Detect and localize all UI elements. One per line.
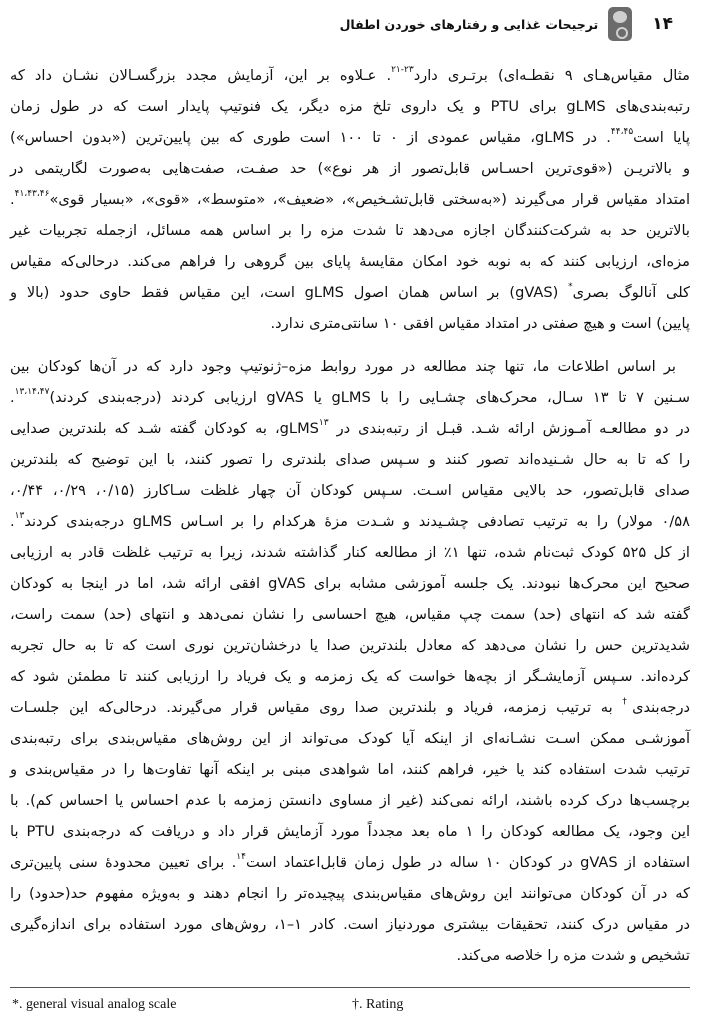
text-line [10, 351, 690, 382]
text-segment: صحیح این محرک‌ها نبودند. یک جلسه آموزشی مشابه برای gVAS افقی ارائه شد، اما در اینجا به کودکان [10, 575, 690, 592]
text-line [10, 308, 690, 339]
citation-superscript: ۱۳ [14, 511, 25, 521]
text-segment: بر اساس اطلاعات ما، تنها چند مطالعه در مورد روابط مزه–ژنوتیپ وجود دارد که در آن‌ها کودکان بین [10, 358, 676, 375]
text-segment: سـنین ۷ تا ۱۳ سـال، محرک‌های چشـایی را با gLMS یا gVAS ارزیابی کردند (درجه‌بندی کردند) [49, 389, 690, 406]
text-line [10, 277, 690, 308]
footnote-divider [10, 987, 690, 988]
text-line [10, 506, 690, 537]
text-segment: درجه‌بندی [632, 699, 691, 716]
paragraph [10, 60, 690, 339]
citation-superscript: ۱۳ [318, 418, 329, 428]
text-line [10, 754, 690, 785]
citation-superscript: † [617, 697, 633, 707]
footnote-dagger: †. Rating [352, 997, 404, 1012]
text-line [10, 909, 690, 940]
text-segment: از کل ۵۲۵ کودک ثبت‌نام شده، تنها ۱٪ از مطالعه کنار گذاشته شدند، زیرا به ترتیب غلظت قادر به ارزیابی [10, 544, 690, 561]
text-line [10, 382, 690, 413]
text-segment: . در gLMS، مقیاس عمودی از ۰ تا ۱۰۰ است طوری که بین پایین‌ترین («بدون احساس») [10, 129, 611, 146]
text-segment: در دو مطالعـه آمـوزش ارائه شـد. قبـل از رتبه‌بندی در gLMS [279, 420, 690, 437]
text-line [10, 537, 690, 568]
text-segment: به ترتیب زمزمه، فریاد و بلندترین صدا روی مقیاس قرار می‌گیرند. درحالی‌که این جلسـات [10, 699, 618, 716]
text-segment: استفاده از gVAS در کودکان ۱۰ ساله در طول زمان قابل‌اعتماد است [245, 854, 691, 871]
text-line [10, 184, 690, 215]
text-line [10, 475, 690, 506]
text-segment: شدیدترین حس را نشان می‌دهد که معادل بلندترین صدا یا درخشان‌ترین نوری است که تا به حال تجربه [10, 637, 690, 654]
page-header [340, 6, 673, 42]
text-segment: کرده‌اند. سـپس آزمایشـگر از بچه‌ها خواست که یک زمزمه و یک فریاد را ارزیابی کنند تا مطمئن شود که [10, 668, 690, 685]
citation-superscript: ۲۳-۲۱ [391, 65, 414, 75]
text-line [10, 785, 690, 816]
text-segment: در مقیاس درک کنند، تحقیقات بیشتری موردنیاز است. کادر ۱–۱، روش‌های مورد استفاده برای اندازه‌گیری [10, 916, 691, 933]
text-segment: و بالاتریـن («قوی‌ترین احسـاس قابل‌تصور از هر نوع») حد صفـت، صفت‌هایی به‌صورت لگاریتمی در [10, 160, 690, 177]
text-line [10, 215, 690, 246]
page-number: ۱۴ [652, 14, 673, 34]
text-segment: امتداد مقیاس قرار می‌گیرند («به‌سختی قابل‌تشـخیص»، «ضعیف»، «متوسط»، «قوی»، «بسیار قوی» [49, 191, 690, 208]
text-segment: تشخیص و شدت مزه را خلاصه می‌کند. [456, 947, 690, 964]
text-segment: مثال مقیاس‌هـای ۹ نقطـه‌ای) برتـری دارد [413, 67, 690, 84]
text-line [10, 723, 690, 754]
book-device-icon [608, 7, 632, 41]
text-segment: ترتیب شدت استفاده کند یا خیر، فراهم کنند، اما شواهدی مبنی بر اینکه آنها تفاوت‌ها را در مقیاس‌بندی و [10, 761, 690, 778]
text-line [10, 692, 690, 723]
text-segment: گفته شد که انتهای (حد) سمت چپ مقیاس، هیچ احساسی را نشان نمی‌دهد و انتهای (حد) سمت راست، [10, 606, 690, 623]
text-line [10, 153, 690, 184]
text-segment: صدای قابل‌تصور، حد بالایی مقیاس اسـت. سـپس کودکان آن چهار غلظت سـاکارز (۰/۱۵، ۰/۲۹، ۰/۴۴، [10, 482, 690, 499]
text-line [10, 630, 690, 661]
citation-superscript: ۱۳،۱۴،۴۷ [14, 387, 50, 397]
text-segment: را که تا به حال شـنیده‌اند تصور کنند و سـپس صدای بلندتری را تصور کنند، با این توضیح که بلندترین [10, 451, 690, 468]
text-line [10, 60, 690, 91]
text-segment: ، به کودکان گفته شـد که بلندترین صدایی [10, 420, 280, 437]
text-line [10, 599, 690, 630]
text-line [10, 878, 690, 909]
text-segment: . [10, 191, 15, 208]
text-segment: بالاترین حد به شرکت‌کنندگان اجازه می‌دهد تا شدت مزه را بر اساس همه مسائل، ازجمله تجربیات غیر [10, 222, 690, 239]
text-line [10, 246, 690, 277]
text-line [10, 661, 690, 692]
text-segment: پایا است [633, 129, 691, 146]
text-segment: (gVAS) بر اساس همان اصول gLMS است، این مقیاس فقط حاوی حدود (بالا و [10, 284, 569, 301]
text-segment: کلی آنالوگ بصری [572, 284, 690, 301]
text-segment: . عـلاوه بر این، آزمایش مجدد بزرگسـالان نشـان داد که [10, 67, 392, 84]
citation-superscript: ۴۴،۴۵ [610, 127, 634, 137]
text-line [10, 568, 690, 599]
paragraph [10, 351, 690, 971]
citation-superscript: ۱۴ [236, 852, 246, 862]
text-line [10, 816, 690, 847]
text-line [10, 847, 690, 878]
text-segment: آموزشـی ممکن اسـت نشـانه‌ای از اینکه آیا کودک می‌تواند از این روش‌های مقیاس‌بندی برای رتبه‌بندی [10, 730, 690, 747]
text-segment: پایین) است و هیچ صفتی در امتداد مقیاس افقی ۱۰ سانتی‌متری ندارد. [270, 315, 690, 332]
text-segment: رتبه‌بندی‌های gLMS برای PTU و یک داروی تلخ مزه دیگر، یک فنوتیپ پایدار است که در طول زمان [10, 98, 691, 115]
text-segment: . برای تعیین محدودهٔ سنی پایین‌تری [10, 854, 237, 871]
body-text [10, 60, 690, 971]
citation-superscript: ۴۱،۴۳،۴۶ [14, 189, 50, 199]
text-line [10, 122, 690, 153]
text-line [10, 91, 690, 122]
text-segment: مزه‌ای، ارزیابی کنند که به نوبه خود امکان مقایسهٔ پایای بین گروهی را فراهم می‌کند. درحالی‌که مقیاس [10, 253, 690, 270]
text-segment: این وجود، یک مطالعه کودکان را ۱ ماه بعد مجدداً مورد آزمایش قرار داد و دریافت که درجه‌بندی PTU با [10, 823, 691, 840]
citation-superscript: * [568, 282, 573, 292]
text-segment: . [10, 513, 15, 530]
text-segment: که در آن کودکان می‌توانند این روش‌های مقیاس‌بندی پیچیده‌تر را انجام دهند و به‌ویژه مفهوم حد(حدود) را [10, 885, 690, 902]
text-line [10, 444, 690, 475]
text-segment: . [10, 389, 15, 406]
text-line [10, 940, 690, 971]
footnote-star: *. general visual analog scale [12, 997, 177, 1012]
text-segment: برچسب‌ها درک کرده باشند، ارائه نمی‌کند (غیر از مساوی دانستن زمزمه با عدم احساس یا احساس کم). با [10, 792, 690, 809]
text-segment: ۰/۵۸ مولار) را به ترتیب تصادفی چشـیدند و شـدت مزهٔ هرکدام را بر اسـاس gLMS درجه‌بندی کردند [24, 513, 690, 530]
running-title: ترجیحات غذایی و رفتارهای خوردن اطفال [339, 16, 599, 32]
text-line [10, 413, 690, 444]
